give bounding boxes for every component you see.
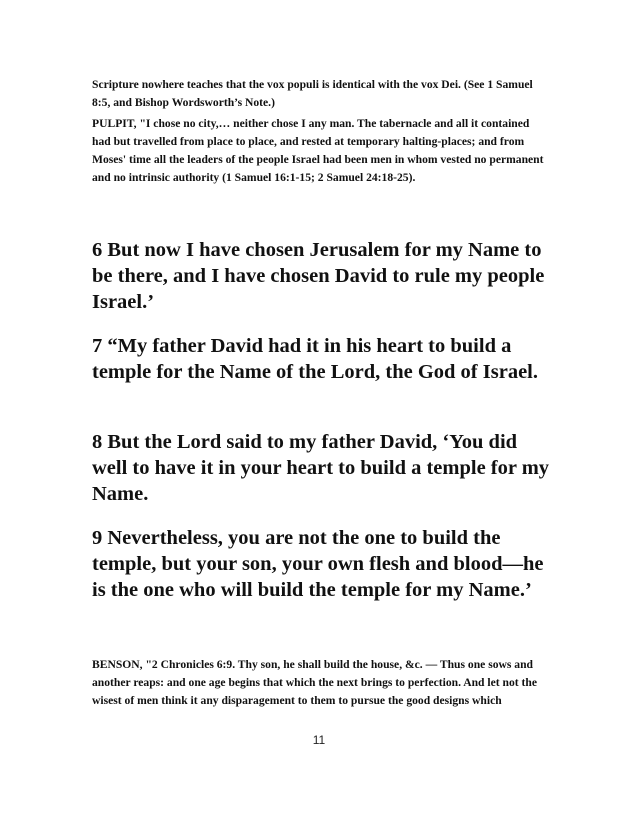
page-number: 11 — [312, 733, 326, 747]
intro-paragraph: Scripture nowhere teaches that the vox populi is identical with the vox Dei. (See 1 Samuel 8:5, and Bishop Wordsworth’s Note.) — [92, 78, 533, 109]
verse-8: 8 But the Lord said to my father David, ‘You did well to have it in your heart to build a temple for my Name. — [92, 431, 550, 505]
benson-commentary-paragraph: BENSON, "2 Chronicles 6:9. Thy son, he shall build the house, &c. — Thus one sows and another reaps: and one age begins that which the next brings to perfection. And let not the wisest of men think it any disparagement to them to pursue the good designs which — [92, 658, 537, 707]
verse-9: 9 Nevertheless, you are not the one to build the temple, but your son, your own flesh and blood—he is the one who will build the temple for my Name.’ — [92, 527, 544, 601]
verse-7: 7 “My father David had it in his heart to build a temple for the Name of the Lord, the God of Israel. — [92, 335, 538, 383]
pulpit-commentary-paragraph: PULPIT, "I chose no city,… neither chose I any man. The tabernacle and all it contained had but travelled from place to place, and rested at temporary halting-places; and from Moses' time all the leaders of the people Israel had been men in whom vested no permanent and no intrinsic authority (1 Samuel 16:1-15; 2 Samuel 24:18-25). — [92, 117, 544, 184]
verse-6: 6 But now I have chosen Jerusalem for my Name to be there, and I have chosen David to rule my people Israel.’ — [92, 239, 545, 313]
